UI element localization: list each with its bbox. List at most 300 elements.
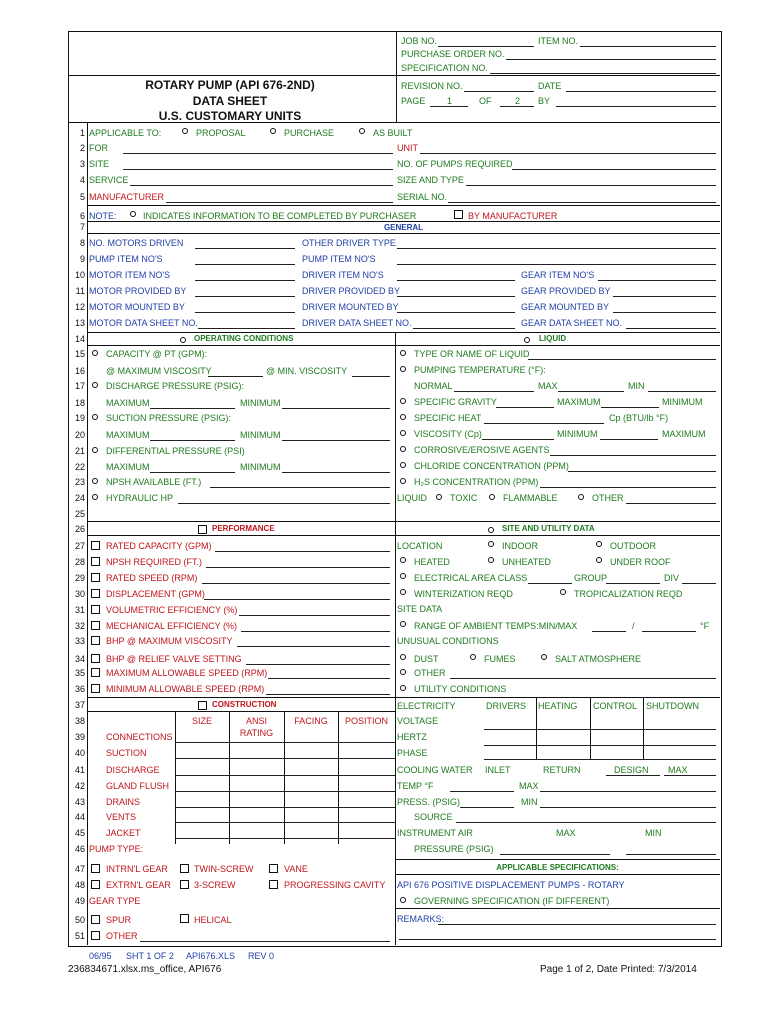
control-header: CONTROL <box>593 701 638 711</box>
line-number: 18 <box>74 398 85 408</box>
motor-provided-field[interactable] <box>195 296 295 297</box>
gear-mounted-field[interactable] <box>613 312 716 313</box>
corrosive-field[interactable] <box>550 455 716 456</box>
performance-checkbox[interactable] <box>91 557 100 566</box>
phase-label: PHASE <box>397 748 428 758</box>
remarks-field-1[interactable] <box>438 924 716 925</box>
line-number: 30 <box>74 589 85 599</box>
line-number: 51 <box>74 931 85 941</box>
ia-max-label: MAX <box>556 828 576 838</box>
ambient-radio[interactable] <box>400 621 406 627</box>
ambient-unit: °F <box>700 621 710 631</box>
cw-max-header: MAX <box>668 765 688 775</box>
connection-row-label: DISCHARGE <box>106 765 160 775</box>
discharge-max-field[interactable] <box>150 408 235 409</box>
line-number: 3 <box>79 159 85 169</box>
motor-ds-label: MOTOR DATA SHEET NO. <box>89 318 198 328</box>
toxic-label: TOXIC <box>450 493 478 503</box>
indoor-label: INDOOR <box>502 541 538 551</box>
unheated-label: UNHEATED <box>502 557 551 567</box>
footer-date-code: 06/95 <box>89 951 112 961</box>
as-built-radio[interactable] <box>359 128 365 134</box>
connection-row-label: GLAND FLUSH <box>106 781 170 791</box>
cw-temp-max-field[interactable] <box>540 791 716 792</box>
cw-max-field[interactable] <box>664 775 716 776</box>
site-field[interactable] <box>123 169 393 170</box>
specification-field[interactable] <box>490 73 716 74</box>
utility-conditions-label: UTILITY CONDITIONS <box>414 684 507 694</box>
revision-field[interactable] <box>464 91 534 92</box>
h2s-radio[interactable] <box>400 478 406 484</box>
liquid-type-field[interactable] <box>528 359 716 360</box>
connection-row-line[interactable] <box>175 742 395 743</box>
sg-field[interactable] <box>496 407 554 408</box>
line-number: 15 <box>74 349 85 359</box>
line-number: 35 <box>74 668 85 678</box>
site-data-label: SITE DATA <box>397 604 443 614</box>
line-number: 16 <box>74 366 85 376</box>
conn-facing-header: FACING <box>294 716 328 726</box>
capacity-radio[interactable] <box>92 350 98 356</box>
extrnl-gear-label: EXTRN'L GEAR <box>106 880 171 890</box>
page-num-line <box>430 106 468 107</box>
driver-provided-label: DRIVER PROVIDED BY <box>302 286 401 296</box>
performance-field[interactable] <box>246 664 390 665</box>
by-field[interactable] <box>556 106 716 107</box>
unit-field[interactable] <box>420 153 716 154</box>
flammable-label: FLAMMABLE <box>503 493 558 503</box>
driver-item-field[interactable] <box>397 280 515 281</box>
serial-field[interactable] <box>448 202 716 203</box>
line-number: 6 <box>79 211 85 221</box>
winterization-radio[interactable] <box>400 589 406 595</box>
liquid-other-radio[interactable] <box>578 494 584 500</box>
no-pumps-field[interactable] <box>512 169 716 170</box>
connection-row-line[interactable] <box>175 758 395 759</box>
discharge-min-field[interactable] <box>282 408 390 409</box>
line-number: 10 <box>74 270 85 280</box>
salt-radio[interactable] <box>541 654 547 660</box>
conn-col-3 <box>284 711 285 844</box>
dust-radio[interactable] <box>400 654 406 660</box>
performance-item-label: RATED SPEED (RPM) <box>106 573 198 583</box>
fumes-radio[interactable] <box>470 654 476 660</box>
performance-indicator-icon <box>198 525 207 534</box>
line-number: 44 <box>74 812 85 822</box>
hydraulic-field[interactable] <box>178 503 390 504</box>
ambient-max-field[interactable] <box>642 631 696 632</box>
line-number: 25 <box>74 509 85 519</box>
motor-provided-label: MOTOR PROVIDED BY <box>89 286 187 296</box>
hydraulic-label: HYDRAULIC HP <box>106 493 174 503</box>
performance-checkbox[interactable] <box>91 589 100 598</box>
gear-ds-label: GEAR DATA SHEET NO. <box>521 318 623 328</box>
page-total-line <box>500 106 534 107</box>
flammable-radio[interactable] <box>489 494 495 500</box>
performance-checkbox[interactable] <box>91 605 100 614</box>
outdoor-radio[interactable] <box>596 541 602 547</box>
gear-other-label: OTHER <box>106 931 138 941</box>
gear-provided-field[interactable] <box>613 296 716 297</box>
line-number: 37 <box>74 700 85 710</box>
api-spec-label: API 676 POSITIVE DISPLACEMENT PUMPS - ROTARY <box>397 880 625 890</box>
line-number: 45 <box>74 828 85 838</box>
visc-min-field[interactable] <box>600 439 658 440</box>
group-field[interactable] <box>606 583 660 584</box>
connection-row-label: JACKET <box>106 828 141 838</box>
line-number: 42 <box>74 781 85 791</box>
progressing-checkbox[interactable] <box>269 880 278 889</box>
differential-max-field[interactable] <box>150 472 235 473</box>
ambient-min-field[interactable] <box>592 631 626 632</box>
elec-class-field[interactable] <box>528 583 572 584</box>
serial-label: SERIAL NO. <box>397 192 448 202</box>
conn-size-header: SIZE <box>191 716 212 726</box>
pump-temp-label: PUMPING TEMPERATURE (°F): <box>414 365 546 375</box>
driver-ds-field[interactable] <box>413 328 515 329</box>
motors-driven-field[interactable] <box>195 248 295 249</box>
other-driver-type-field[interactable] <box>397 248 716 249</box>
liquid-indicator-icon <box>524 337 530 343</box>
general-top-line <box>87 221 720 222</box>
npsh-radio[interactable] <box>92 478 98 484</box>
temp-min-label: MIN <box>628 381 645 391</box>
gear-type-label: GEAR TYPE <box>89 896 141 906</box>
cw-press-min-field[interactable] <box>540 807 716 808</box>
line-number: 19 <box>74 413 85 423</box>
size-type-field[interactable] <box>466 185 716 186</box>
suction-radio[interactable] <box>92 414 98 420</box>
gear-item-label: GEAR ITEM NO'S <box>521 270 595 280</box>
visc-field[interactable] <box>482 439 554 440</box>
indoor-radio[interactable] <box>488 541 494 547</box>
connection-row-label: CONNECTIONS <box>106 732 173 742</box>
page-title-1: ROTARY PUMP (API 676-2ND) <box>145 78 315 92</box>
performance-field[interactable] <box>268 678 390 679</box>
manufacturer-label: MANUFACTURER <box>89 192 165 202</box>
unusual-label: UNUSUAL CONDITIONS <box>397 636 499 646</box>
performance-field[interactable] <box>241 631 390 632</box>
chloride-radio[interactable] <box>400 462 406 468</box>
line-number: 38 <box>74 716 85 726</box>
max-visc-label: @ MAXIMUM VISCOSITY <box>106 366 212 376</box>
ia-press-max-field[interactable] <box>500 854 610 855</box>
conn-ansi-header: ANSI <box>245 716 267 726</box>
page-title-2: DATA SHEET <box>192 94 268 108</box>
line-number: 14 <box>74 334 85 344</box>
press-min-label: MIN <box>521 797 538 807</box>
purchase-label: PURCHASE <box>284 128 335 138</box>
performance-field[interactable] <box>206 567 390 568</box>
cw-design-field[interactable] <box>606 775 660 776</box>
purchase-order-label: PURCHASE ORDER NO. <box>401 49 505 59</box>
line-number: 33 <box>74 636 85 646</box>
elec-class-radio[interactable] <box>400 573 406 579</box>
driver-provided-field[interactable] <box>397 296 515 297</box>
liquid-type-label: TYPE OR NAME OF LIQUID <box>414 349 530 359</box>
governing-radio[interactable] <box>400 897 406 903</box>
liquid-other-label: OTHER <box>592 493 624 503</box>
performance-item-label: RATED CAPACITY (GPM) <box>106 541 212 551</box>
purchase-radio[interactable] <box>270 128 276 134</box>
winterization-label: WINTERIZATION REQD <box>414 589 513 599</box>
twin-screw-label: TWIN-SCREW <box>194 864 254 874</box>
row26-bottom <box>87 535 720 536</box>
row5-bottom <box>87 205 720 206</box>
sh-field[interactable] <box>484 423 604 424</box>
performance-checkbox[interactable] <box>91 684 100 693</box>
performance-item-label: MAXIMUM ALLOWABLE SPEED (RPM) <box>106 668 268 678</box>
motor-mounted-field[interactable] <box>195 312 295 313</box>
visc-label: VISCOSITY (Cp) <box>414 429 482 439</box>
chloride-field[interactable] <box>568 471 716 472</box>
service-field[interactable] <box>130 185 393 186</box>
date-field[interactable] <box>566 91 716 92</box>
connection-row-label: DRAINS <box>106 797 141 807</box>
pump-item-field[interactable] <box>195 264 295 265</box>
sh-radio[interactable] <box>400 414 406 420</box>
gear-provided-label: GEAR PROVIDED BY <box>521 286 611 296</box>
sh-label: SPECIFIC HEAT <box>414 413 482 423</box>
manufacturer-field[interactable] <box>166 202 393 203</box>
div-field[interactable] <box>682 583 716 584</box>
line-number: 17 <box>74 381 85 391</box>
min-visc-field[interactable] <box>352 376 390 377</box>
heated-label: HEATED <box>414 557 450 567</box>
three-screw-label: 3-SCREW <box>194 880 236 890</box>
pump-temp-radio[interactable] <box>400 366 406 372</box>
differential-max-label: MAXIMUM <box>106 462 150 472</box>
construction-top-line <box>87 697 395 698</box>
visc-radio[interactable] <box>400 430 406 436</box>
gear-other-field[interactable] <box>140 941 390 942</box>
line-number: 4 <box>79 175 85 185</box>
utility-conditions-radio[interactable] <box>400 685 406 691</box>
job-no-field[interactable] <box>438 46 534 47</box>
performance-checkbox[interactable] <box>91 621 100 630</box>
line-number: 7 <box>79 222 85 232</box>
item-no-field[interactable] <box>580 46 716 47</box>
twin-screw-checkbox[interactable] <box>180 864 189 873</box>
manufacturer-indicator-icon <box>454 210 463 219</box>
util-col-3 <box>643 697 644 759</box>
cw-press-field[interactable] <box>460 807 514 808</box>
pump-type-label: PUMP TYPE: <box>89 844 144 854</box>
performance-checkbox[interactable] <box>91 654 100 663</box>
item-no-label: ITEM NO. <box>538 36 578 46</box>
progressing-label: PROGRESSING CAVITY <box>284 880 386 890</box>
construction-head-bottom <box>87 711 395 712</box>
performance-field[interactable] <box>239 615 390 616</box>
construction-indicator-icon <box>198 701 207 710</box>
page-label: PAGE <box>401 96 426 106</box>
footer-page-info: Page 1 of 2, Date Printed: 7/3/2014 <box>540 964 697 975</box>
suction-label: SUCTION PRESSURE (PSIG): <box>106 413 232 423</box>
performance-checkbox[interactable] <box>91 541 100 550</box>
no-pumps-label: NO. OF PUMPS REQUIRED <box>397 159 513 169</box>
performance-checkbox[interactable] <box>91 573 100 582</box>
line-number: 31 <box>74 605 85 615</box>
row14-bottom <box>87 345 720 346</box>
driver-mounted-field[interactable] <box>397 312 515 313</box>
pump-item-field-2[interactable] <box>397 264 716 265</box>
cw-source-field[interactable] <box>456 822 716 823</box>
line-number: 11 <box>75 286 85 296</box>
motor-ds-field[interactable] <box>198 328 295 329</box>
instrument-air-label: INSTRUMENT AIR <box>397 828 473 838</box>
line-number: 27 <box>74 541 85 551</box>
remarks-field-2[interactable] <box>399 939 716 940</box>
service-label: SERVICE <box>89 175 129 185</box>
connection-row-line[interactable] <box>175 775 395 776</box>
tropicalization-label: TROPICALIZATION REQD <box>574 589 683 599</box>
unusual-other-label: OTHER <box>414 668 446 678</box>
discharge-radio[interactable] <box>92 382 98 388</box>
temp-max-label-cw: MAX <box>519 781 539 791</box>
elec-class-label: ELECTRICAL AREA CLASS <box>414 573 528 583</box>
inlet-header: INLET <box>485 765 511 775</box>
unusual-other-radio[interactable] <box>400 669 406 675</box>
line-number: 12 <box>74 302 85 312</box>
conn-col-4 <box>338 711 339 844</box>
gear-item-field[interactable] <box>598 280 716 281</box>
other-driver-type-label: OTHER DRIVER TYPE <box>302 238 396 248</box>
revision-label: REVISION NO. <box>401 81 463 91</box>
footer-rev: REV 0 <box>248 951 275 961</box>
h2s-label: H₂S CONCENTRATION (PPM) <box>414 477 539 487</box>
spur-checkbox[interactable] <box>91 915 100 924</box>
performance-item-label: MINIMUM ALLOWABLE SPEED (RPM) <box>106 684 265 694</box>
differential-min-field[interactable] <box>282 472 390 473</box>
performance-field[interactable] <box>202 583 390 584</box>
npsh-field[interactable] <box>210 487 390 488</box>
suction-max-field[interactable] <box>150 440 235 441</box>
proposal-radio[interactable] <box>182 128 188 134</box>
temp-max-field[interactable] <box>558 391 624 392</box>
util-col-2 <box>590 697 591 759</box>
line-number: 9 <box>79 254 85 264</box>
h2s-field[interactable] <box>540 487 716 488</box>
normal-field[interactable] <box>454 391 534 392</box>
hydraulic-radio[interactable] <box>92 494 98 500</box>
line-number: 24 <box>74 493 85 503</box>
by-manufacturer-text: BY MANUFACTURER <box>468 211 558 221</box>
specs-head-bottom <box>395 874 720 875</box>
vane-checkbox[interactable] <box>269 864 278 873</box>
of-label: OF <box>479 96 492 106</box>
proposal-label: PROPOSAL <box>196 128 246 138</box>
design-header: DESIGN <box>614 765 649 775</box>
three-screw-checkbox[interactable] <box>180 880 189 889</box>
discharge-min-label: MINIMUM <box>240 398 281 408</box>
unheated-radio[interactable] <box>488 557 494 563</box>
connection-row-line[interactable] <box>175 807 395 808</box>
motors-driven-label: NO. MOTORS DRIVEN <box>89 238 184 248</box>
discharge-label: DISCHARGE PRESSURE (PSIG): <box>106 381 245 391</box>
unusual-other-field[interactable] <box>450 678 716 679</box>
extrnl-gear-checkbox[interactable] <box>91 880 100 889</box>
sg-label: SPECIFIC GRAVITY <box>414 397 497 407</box>
voltage-drivers-field[interactable] <box>484 729 716 730</box>
motor-item-field[interactable] <box>195 280 295 281</box>
construction-heading: CONSTRUCTION <box>212 700 277 709</box>
line-number: 41 <box>74 765 85 775</box>
specs-top-line <box>395 859 720 860</box>
cw-temp-field[interactable] <box>450 791 514 792</box>
util-col-1 <box>536 697 537 759</box>
performance-field[interactable] <box>204 599 390 600</box>
note-label: NOTE: <box>89 211 117 221</box>
gear-ds-field[interactable] <box>626 328 716 329</box>
line-number: 21 <box>74 446 85 456</box>
normal-label: NORMAL <box>414 381 453 391</box>
cp-label: Cp (BTU/lb °F) <box>609 413 669 423</box>
differential-radio[interactable] <box>92 447 98 453</box>
as-built-label: AS BUILT <box>373 128 413 138</box>
performance-field[interactable] <box>215 551 390 552</box>
performance-item-label: VOLUMETRIC EFFICIENCY (%) <box>106 605 238 615</box>
line-number: 1 <box>79 128 85 138</box>
suction-min-field[interactable] <box>282 440 390 441</box>
liquid-type-radio[interactable] <box>400 350 406 356</box>
general-bottom-line <box>87 233 720 234</box>
tropicalization-radio[interactable] <box>560 589 566 595</box>
phase-drivers-field[interactable] <box>484 759 716 760</box>
performance-item-label: NPSH REQUIRED (FT.) <box>106 557 203 567</box>
governing-label: GOVERNING SPECIFICATION (IF DIFFERENT) <box>414 896 610 906</box>
corrosive-radio[interactable] <box>400 446 406 452</box>
sg-max-label: MAXIMUM <box>557 397 601 407</box>
div-label: DIV <box>664 573 680 583</box>
connection-row-line[interactable] <box>175 791 395 792</box>
gear-other-checkbox[interactable] <box>91 931 100 940</box>
temp-max-label: MAX <box>538 381 558 391</box>
heated-radio[interactable] <box>400 557 406 563</box>
hertz-drivers-field[interactable] <box>484 745 716 746</box>
driver-mounted-label: DRIVER MOUNTED BY <box>302 302 399 312</box>
for-field[interactable] <box>123 153 393 154</box>
ia-press-min-field[interactable] <box>626 854 716 855</box>
chloride-label: CHLORIDE CONCENTRATION (PPM) <box>414 461 569 471</box>
differential-label: DIFFERENTIAL PRESSURE (PSI) <box>106 446 245 456</box>
performance-field[interactable] <box>237 646 390 647</box>
liquid-other-field[interactable] <box>626 503 716 504</box>
toxic-radio[interactable] <box>436 494 442 500</box>
sg-max-field[interactable] <box>601 407 659 408</box>
connection-row-label: VENTS <box>106 812 137 822</box>
connection-row-line[interactable] <box>175 822 395 823</box>
return-header: RETURN <box>543 765 581 775</box>
max-visc-field[interactable] <box>208 376 263 377</box>
performance-item-label: BHP @ RELIEF VALVE SETTING <box>106 654 242 664</box>
performance-checkbox[interactable] <box>91 668 100 677</box>
conn-rating-header: RATING <box>239 728 274 738</box>
intrnl-gear-label: INTRN'L GEAR <box>106 864 168 874</box>
sg-radio[interactable] <box>400 398 406 404</box>
intrnl-gear-checkbox[interactable] <box>91 864 100 873</box>
purchase-order-field[interactable] <box>506 59 716 60</box>
site-utility-indicator-icon <box>488 527 494 533</box>
line-number: 40 <box>74 748 85 758</box>
performance-field[interactable] <box>266 694 390 695</box>
performance-checkbox[interactable] <box>91 636 100 645</box>
temp-min-field[interactable] <box>648 391 716 392</box>
drivers-header: DRIVERS <box>486 701 527 711</box>
connection-row-line[interactable] <box>175 838 395 839</box>
line-number: 20 <box>74 430 85 440</box>
under-roof-radio[interactable] <box>596 557 602 563</box>
helical-checkbox[interactable] <box>180 914 189 923</box>
